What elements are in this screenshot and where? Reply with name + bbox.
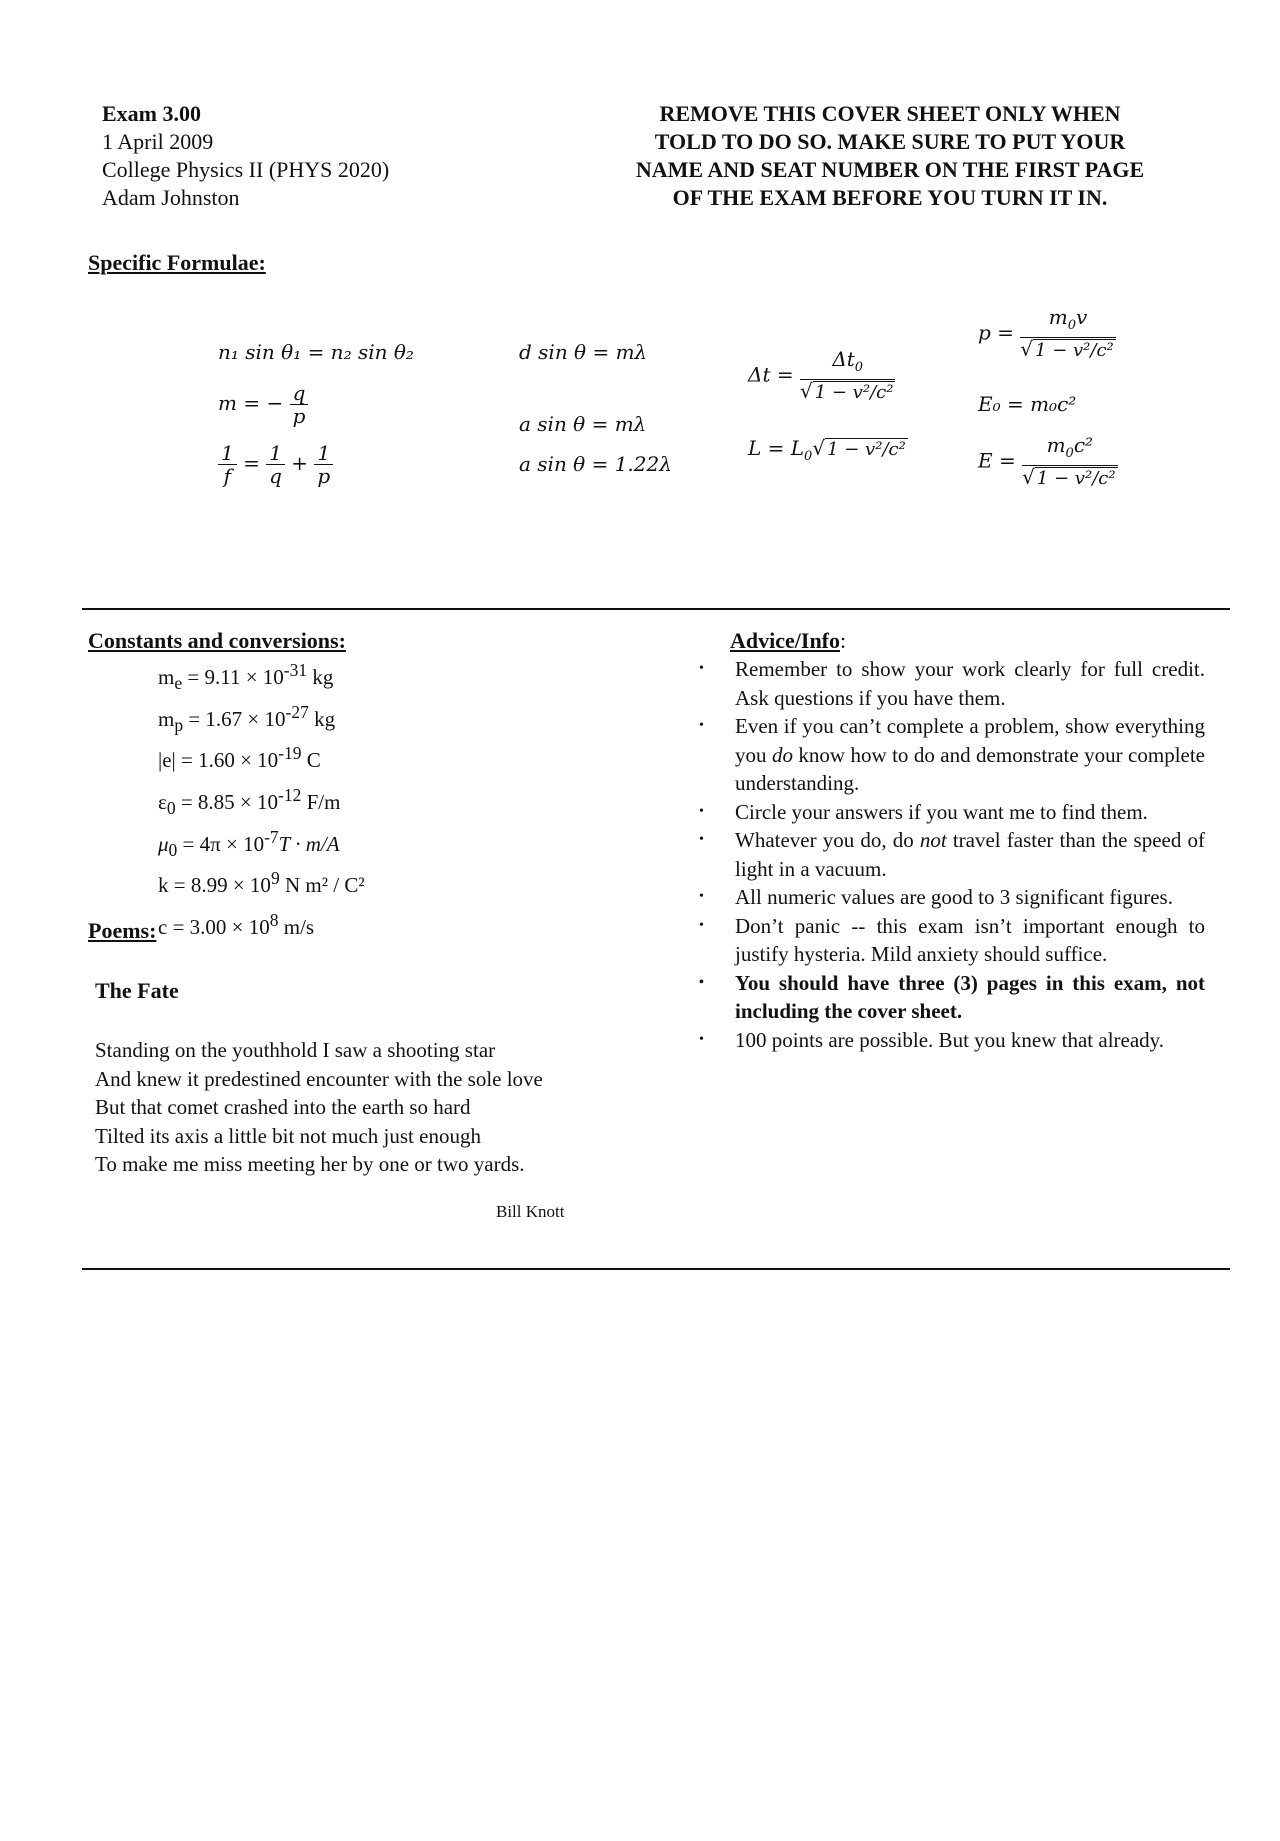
advice-item: • All numeric values are good to 3 significant figures. [699,885,1173,909]
advice-heading-label: Advice/Info [730,628,840,653]
length-contraction-formula: $L = L_0√$ 1 − v²/c² [748,436,906,464]
poem-line: Standing on the youthhold I saw a shooting star [95,1038,496,1062]
advice-heading-colon: : [840,628,847,653]
poem-title: The Fate [95,978,179,1003]
exam-header-info [102,100,389,212]
advice-item: • Circle your answers if you want me to find them. [699,799,1148,824]
constant-item: $\mu_0 = 4\pi \times 10^{-7}T \cdot m/A$ [158,826,340,860]
constant-item: $|e| = 1.60 \times 10^{-19}$ C [158,743,321,773]
advice-item: • Don’t panic -- this exam isn’t important enough to justify hysteria. Mild anxiety should suffice. [699,913,1205,966]
course-name: College Physics II (PHYS 2020) [102,157,390,182]
poem-body [95,1036,543,1179]
poem-line: But that comet crashed into the earth so hard [95,1095,471,1119]
time-dilation-formula: Δt = $\frac{\Delta t_0}{\text{√ 1 − v²/c²}}$ [748,347,894,403]
top-divider [82,608,1230,610]
constants-heading: Constants and conversions: [88,628,346,653]
constant-item: $m_p = 1.67 \times 10^{-27}$ kg [158,701,336,735]
magnification-formula: m = − $\frac{q}{p}$ [218,382,308,427]
formulae-heading: Specific Formulae: [88,250,266,275]
momentum-formula: p = $\frac{m_0v}{\text{√ 1 − v²/c²}}$ [978,305,1114,361]
bottom-divider [82,1268,1230,1270]
poem-line: Tilted its axis a little bit not much just enough [95,1123,481,1148]
poems-heading: Poems: [88,918,157,943]
poem-line: And knew it predestined encounter with the sole love [95,1066,543,1091]
snell-law: n₁ sin θ₁ = n₂ sin θ₂ [218,340,414,364]
notice-line: REMOVE THIS COVER SHEET ONLY WHEN [659,101,1121,126]
advice-item: • Whatever you do, do not travel faster than the speed of light in a vacuum. [699,828,1205,881]
cover-sheet-notice [590,100,1190,212]
advice-item: • Even if you can’t complete a problem, show everything you do know how to do and demonstrate your complete understanding. [699,714,1206,795]
single-slit-formula: a sin θ = mλ [519,412,647,436]
advice-item: • 100 points are possible. But you knew that already. [699,1027,1165,1052]
constant-item: $\varepsilon_0 = 8.85 \times 10^{-12}$ F/m [158,785,341,819]
constants-list [158,656,365,948]
poem-line: To make me miss meeting her by one or two yards. [95,1152,525,1176]
constant-item: $k = 8.99 \times 10^9$ N m² / C² [158,868,365,898]
advice-item: • You should have three (3) pages in this exam, not including the cover sheet. [699,970,1205,1023]
advice-list [699,655,1206,1054]
notice-line: OF THE EXAM BEFORE YOU TURN IT IN. [672,185,1108,210]
total-energy-formula: E = $\frac{m_0c^2}{\text{√ 1 − v²/c²}}$ [978,433,1116,489]
rest-energy-formula: E₀ = m₀c² [978,392,1077,416]
exam-number: Exam 3.00 [102,101,201,126]
notice-line: TOLD TO DO SO. MAKE SURE TO PUT YOUR [654,129,1126,154]
thin-lens-formula: $\frac{1}{f}$ = $\frac{1}{q}$ + $\frac{1}{p}$ [218,442,333,487]
poem-author: Bill Knott [496,1202,565,1221]
constant-item: $c = 3.00 \times 10^8$ m/s [158,910,315,940]
notice-line: NAME AND SEAT NUMBER ON THE FIRST PAGE [635,157,1145,182]
instructor-name: Adam Johnston [102,185,240,210]
constant-item: $m_e = 9.11 \times 10^{-31}$ kg [158,660,334,694]
exam-date: 1 April 2009 [102,129,214,154]
advice-heading [730,628,846,654]
circular-aperture-formula: a sin θ = 1.22λ [519,452,672,476]
advice-item: • Remember to show your work clearly for full credit. Ask questions if you have them. [699,657,1205,710]
grating-formula: d sin θ = mλ [519,340,648,364]
